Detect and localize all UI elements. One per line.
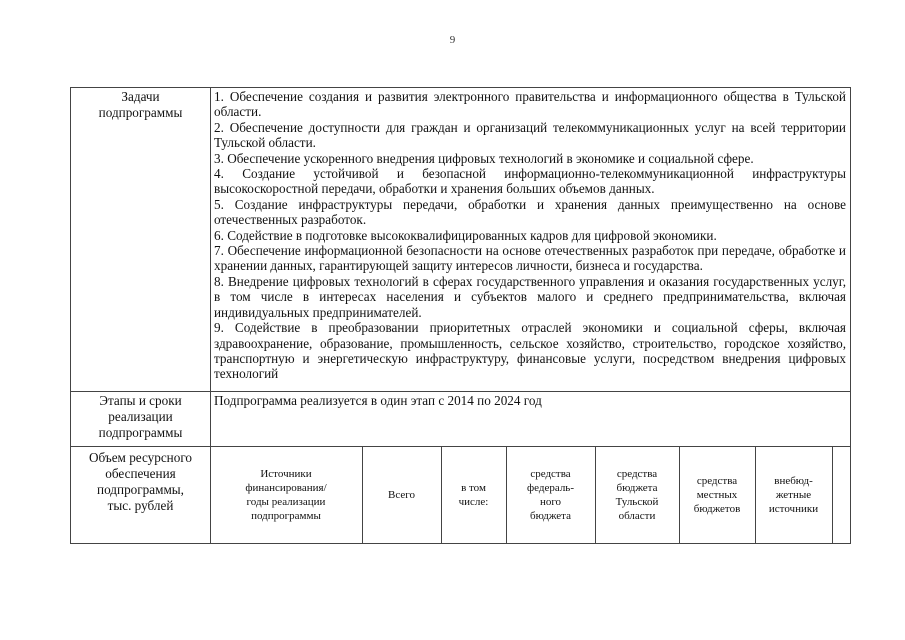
header-line: местных [696, 489, 738, 501]
funding-header-sources [210, 447, 362, 543]
header-line: бюджетов [693, 503, 741, 515]
label-line: подпрограммы, [97, 482, 184, 497]
label-line: тыс. рублей [107, 498, 174, 513]
funding-header-extrabudgetary [755, 447, 832, 543]
funding-header-regional [595, 447, 679, 543]
header-line: средства [616, 468, 658, 480]
resources-label [71, 450, 210, 514]
tasks-list [214, 89, 846, 382]
label-line: Задачи [121, 89, 160, 104]
funding-header-including [441, 447, 506, 543]
task-item: 1. Обеспечение создания и развития электронного правительства и информационного общества в Тульской области. [214, 89, 846, 120]
header-line: средства [696, 475, 738, 487]
label-line: подпрограммы [98, 425, 183, 440]
label-line: подпрограммы [98, 105, 183, 120]
funding-header-federal [506, 447, 595, 543]
header-line: Источники [260, 468, 312, 480]
label-line: реализации [108, 409, 173, 424]
stages-text: Подпрограмма реализуется в один этап с 2014 по 2024 год [214, 393, 542, 408]
header-line: федераль- [527, 482, 574, 494]
header-line: Тульской [615, 496, 659, 508]
task-item: 5. Создание инфраструктуры передачи, обработки и хранения данных преимущественно на основе отечественных разработок. [214, 196, 846, 228]
label-line: Объем ресурсного [88, 450, 193, 465]
funding-header-local [679, 447, 755, 543]
passport-table [70, 87, 851, 544]
header-line: годы реализации [246, 496, 326, 508]
funding-header-total [362, 447, 441, 543]
task-item: 2. Обеспечение доступности для граждан и организаций телекоммуникационных услуг на всей территории Тульской области. [214, 119, 846, 151]
header-line: области [618, 510, 656, 522]
task-item: 6. Содействие в подготовке высококвалифицированных кадров для цифровой экономики. [214, 227, 717, 243]
task-item: 9. Содействие в преобразовании приоритетных отраслей экономики и социальной сферы, включая здравоохранение, образование, промышленность, сельское хозяйство, строительство, городское хозяйство, транспортную и энергетическую инфраструктуру, финансовые услуги, посредством внедрения цифровых технологий [214, 320, 846, 382]
header-line: финансирования/ [245, 482, 327, 494]
header-line: Всего [388, 489, 415, 501]
header-line: средства [530, 468, 571, 480]
task-item: 3. Обеспечение ускоренного внедрения цифровых технологий в экономике и социальной сфере. [214, 150, 754, 166]
task-item: 8. Внедрение цифровых технологий в сферах государственного управления и оказания государственных услуг, в том числе в интересах населения и субъектов малого и среднего предпринимательства, включая индивидуальных предпринимателей. [214, 273, 846, 320]
page-number: 9 [449, 34, 456, 46]
row-divider [71, 391, 850, 392]
subtable-divider [832, 447, 833, 543]
header-line: в том [461, 482, 486, 494]
task-item: 4. Создание устойчивой и безопасной информационно-телекоммуникационной инфраструктуры высокоскоростной передачи, обработки и хранения больших объемов данных. [214, 166, 846, 197]
funding-subtable [210, 447, 850, 543]
header-line: бюджета [616, 482, 658, 494]
header-line: жетные [775, 489, 812, 501]
header-line: подпрограммы [251, 510, 321, 522]
header-line: числе: [458, 496, 489, 508]
task-item: 7. Обеспечение информационной безопасности на основе отечественных разработок при передаче, обработке и хранении данных, гарантирующей защиту интересов личности, бизнеса и государства. [214, 243, 846, 274]
tasks-label [71, 89, 210, 121]
header-line: бюджета [529, 510, 571, 522]
header-line: внебюд- [774, 475, 813, 487]
label-line: Этапы и сроки [99, 393, 182, 408]
label-line: обеспечения [105, 466, 176, 481]
header-line: ного [539, 496, 562, 508]
header-line: источники [768, 503, 819, 515]
stages-label [71, 393, 210, 441]
